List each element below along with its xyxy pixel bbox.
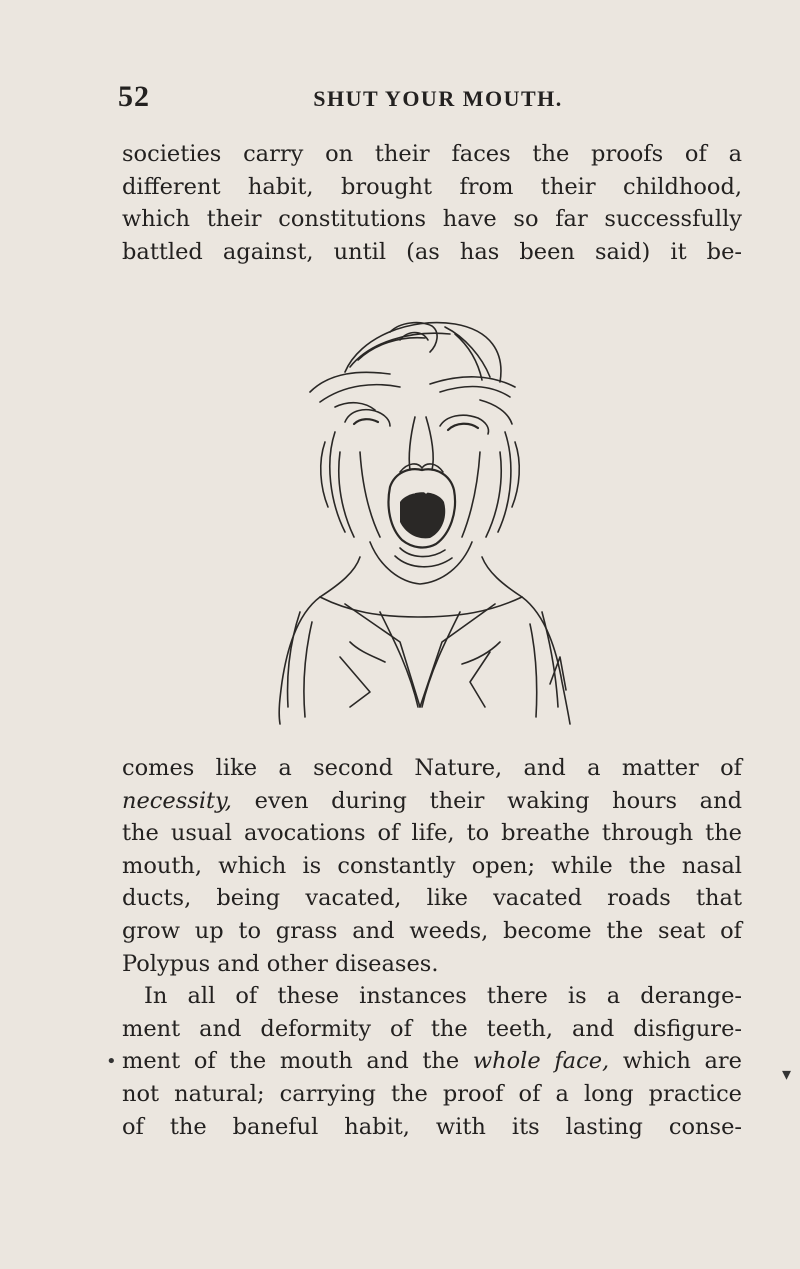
text-line: ment and deformity of the teeth, and disfigure- <box>122 1015 742 1042</box>
text-line: of the baneful habit, with its lasting conse- <box>122 1113 742 1140</box>
text-line: comes like a second Nature, and a matter of <box>122 755 742 781</box>
text-line: which their constitutions have so far successfully <box>122 206 742 233</box>
engraved-portrait-illustration <box>250 312 590 730</box>
text-span: ment of the mouth and the <box>122 1048 473 1075</box>
text-line: battled against, until (as has been said) it be- <box>122 238 742 265</box>
running-title: SHUT YOUR MOUTH. <box>313 86 563 111</box>
text-span: which are <box>609 1048 742 1075</box>
text-line: mouth, which is constantly open; while the nasal <box>122 852 742 879</box>
emphasis: necessity, <box>122 787 232 814</box>
text-line: grow up to grass and weeds, become the seat of <box>122 917 742 944</box>
text-line: societies carry on their faces the proofs of a <box>122 141 742 167</box>
margin-arrow-icon: ▾ <box>782 1064 792 1085</box>
text-line: not natural; carrying the proof of a long practice <box>122 1080 742 1107</box>
text-line: In all of these instances there is a derange- <box>144 983 742 1010</box>
text-line: different habit, brought from their childhood, <box>122 173 742 200</box>
open-mouth-icon <box>389 469 456 567</box>
paragraph-bottom <box>122 752 742 1143</box>
emphasis: whole face, <box>472 1048 610 1075</box>
text-line <box>122 1045 742 1078</box>
page-number: 52 <box>118 80 150 113</box>
paragraph-top <box>122 138 742 268</box>
text-line: ducts, being vacated, like vacated roads that <box>122 885 742 912</box>
coat-icon <box>279 597 570 724</box>
margin-dot-icon: • <box>106 1051 117 1072</box>
text-line: the usual avocations of life, to breathe through the <box>122 820 742 847</box>
text-line: Polypus and other diseases. <box>122 950 439 977</box>
text-line <box>122 785 742 818</box>
hair-icon <box>310 323 515 424</box>
text-span: even during their waking hours and <box>231 787 742 814</box>
page-header <box>118 80 758 114</box>
